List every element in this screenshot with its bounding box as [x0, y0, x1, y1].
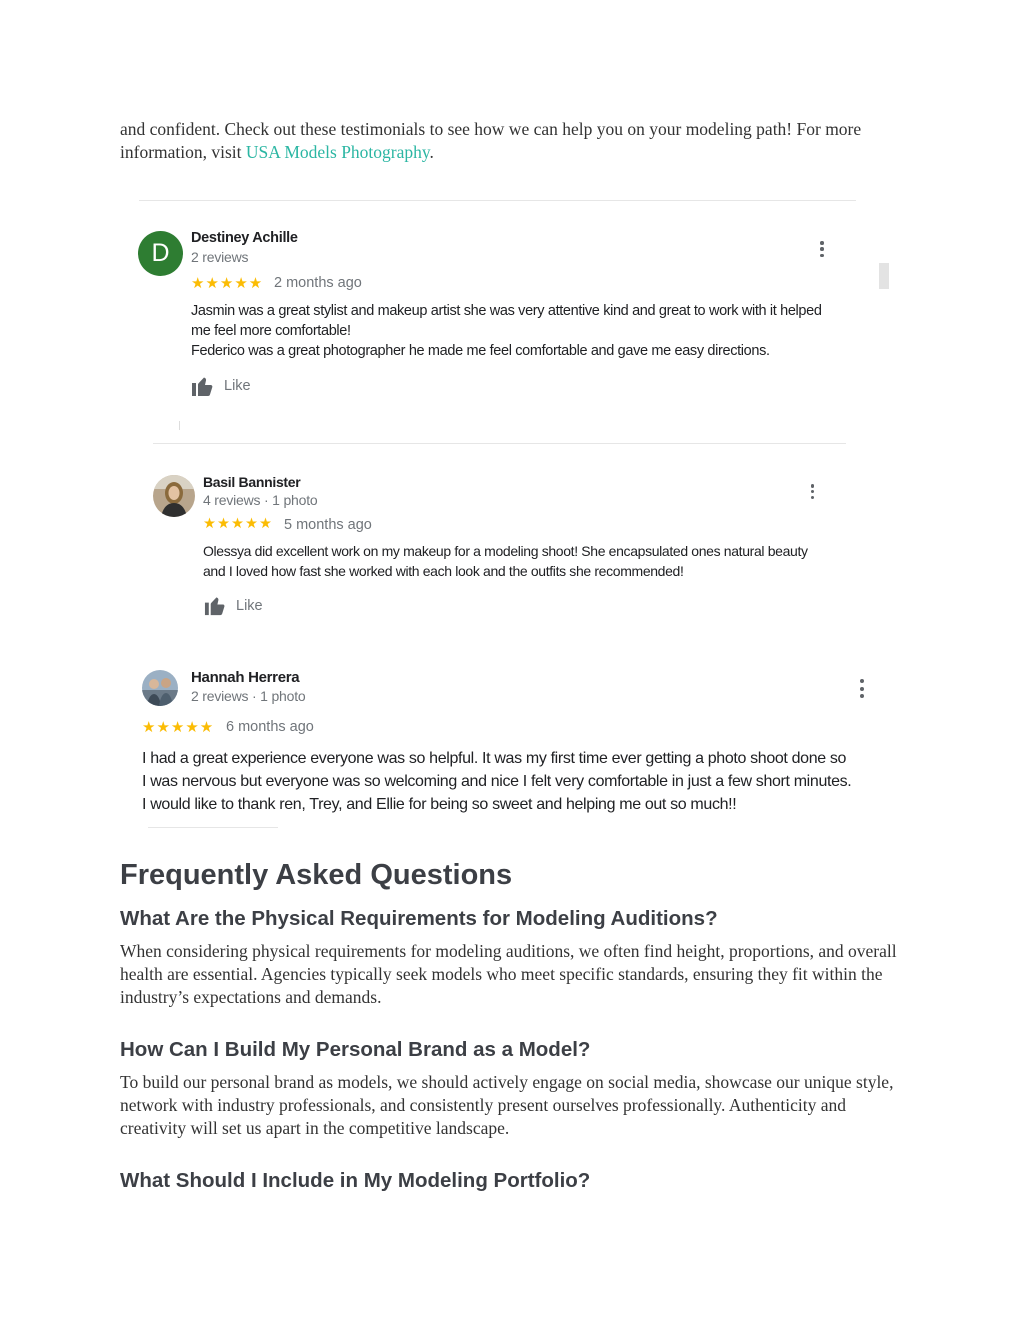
- avatar: [142, 670, 178, 706]
- avatar-letter: D: [151, 239, 170, 267]
- more-options-icon[interactable]: [858, 679, 866, 698]
- review-text-line: I was nervous but everyone was so welcoming and nice I felt very comfortable in just a few short minutes.: [142, 773, 852, 790]
- usa-models-photography-link[interactable]: USA Models Photography: [245, 142, 430, 162]
- like-label: Like: [236, 598, 263, 614]
- profile-photo-icon: [142, 670, 178, 706]
- intro-paragraph: [120, 118, 910, 164]
- review-text-line: Federico was a great photographer he made me feel comfortable and gave me easy directions.: [191, 343, 770, 359]
- star-rating: ★★★★★: [142, 719, 215, 736]
- divider-bottom: [148, 827, 278, 828]
- thumbs-up-icon: [190, 374, 216, 398]
- divider-top: [139, 200, 856, 201]
- review-text-line: Olessya did excellent work on my makeup for a modeling shoot! She encapsulated ones natural beauty: [203, 543, 808, 559]
- more-options-icon[interactable]: [809, 484, 816, 499]
- faq-answer: To build our personal brand as models, we should actively engage on social media, showcase our unique style, network with industry professionals, and consistently present ourselves professionally. Authenticity and creativity will set us apart in the competitive landscape.: [120, 1072, 894, 1138]
- divider-tick: [179, 421, 180, 430]
- review-text-line: me feel more comfortable!: [191, 323, 351, 339]
- divider-middle: [153, 443, 846, 444]
- reviewer-name: Hannah Herrera: [191, 669, 300, 686]
- review-text-line: Jasmin was a great stylist and makeup artist she was very attentive kind and great to work with it helped: [191, 303, 822, 319]
- review-time: 2 months ago: [274, 275, 362, 291]
- faq-answer: When considering physical requirements for modeling auditions, we often find height, proportions, and overall health are essential. Agencies typically seek models who meet specific standards, ensuring they fit within the industry’s expectations and demands.: [120, 941, 897, 1007]
- faq-question: What Are the Physical Requirements for Modeling Auditions?: [120, 907, 718, 930]
- intro-period: .: [429, 142, 434, 162]
- reviewer-name: Basil Bannister: [203, 474, 301, 490]
- review-text-line: I would like to thank ren, Trey, and Ellie for being so sweet and helping me out so much!!: [142, 796, 737, 813]
- scrollbar-thumb[interactable]: [879, 263, 889, 289]
- intro-text: and confident. Check out these testimonials to see how we can help you on your modeling path! For more information, visit: [120, 119, 862, 162]
- review-time: 6 months ago: [226, 719, 314, 735]
- like-label: Like: [224, 378, 251, 394]
- reviewer-name: Destiney Achille: [191, 230, 298, 246]
- review-text-line: I had a great experience everyone was so helpful. It was my first time ever getting a photo shoot done so: [142, 750, 847, 767]
- star-rating: ★★★★★: [191, 275, 264, 292]
- review-time: 5 months ago: [284, 517, 372, 533]
- reviewer-meta: 2 reviews · 1 photo: [191, 688, 306, 704]
- faq-question: How Can I Build My Personal Brand as a Model?: [120, 1038, 591, 1061]
- like-button[interactable]: [203, 594, 273, 618]
- avatar: [153, 475, 195, 517]
- avatar: [138, 231, 183, 276]
- star-rating: ★★★★★: [203, 516, 273, 532]
- thumbs-up-icon: [203, 594, 228, 617]
- faq-heading: Frequently Asked Questions: [120, 859, 513, 891]
- reviewer-meta: 2 reviews: [191, 249, 249, 265]
- reviewer-meta: 4 reviews · 1 photo: [203, 492, 318, 508]
- faq-question: What Should I Include in My Modeling Portfolio?: [120, 1169, 591, 1192]
- profile-photo-icon: [153, 475, 195, 517]
- more-options-icon[interactable]: [818, 241, 826, 257]
- like-button[interactable]: [190, 374, 260, 398]
- review-text-line: and I loved how fast she worked with each look and the outfits she recommended!: [203, 563, 684, 579]
